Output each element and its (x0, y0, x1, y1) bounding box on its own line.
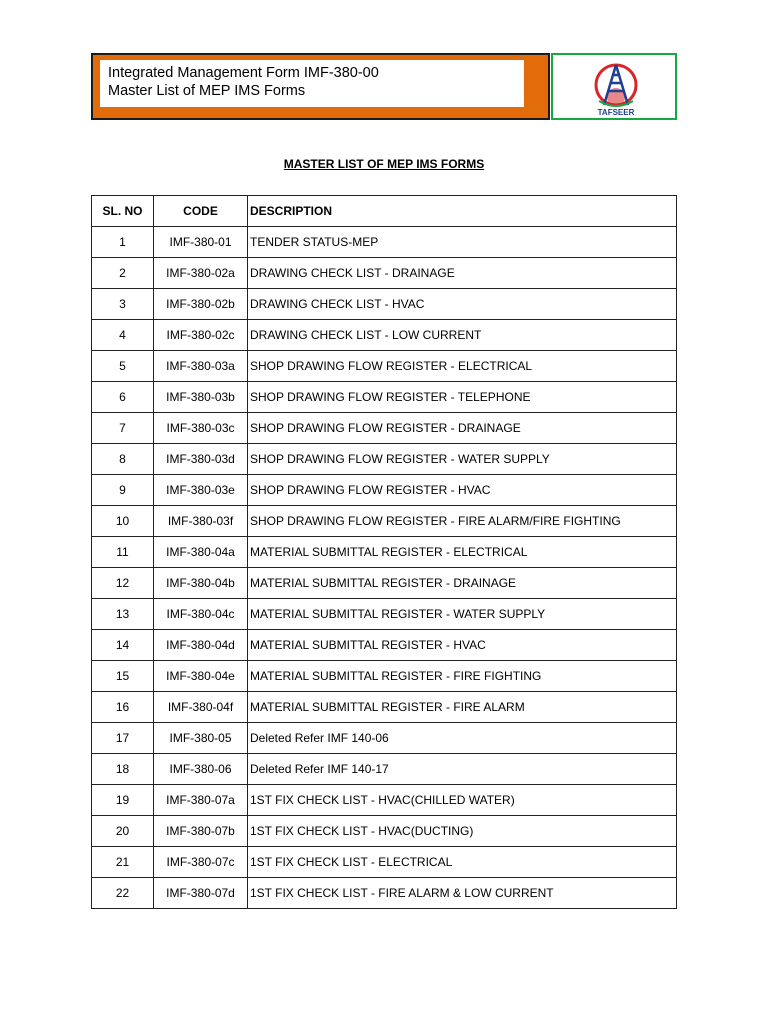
row-description: SHOP DRAWING FLOW REGISTER - TELEPHONE (248, 382, 677, 413)
row-sl-no: 6 (92, 382, 154, 413)
table-row (92, 723, 677, 754)
header-description: DESCRIPTION (248, 196, 677, 227)
row-sl-no: 3 (92, 289, 154, 320)
row-code: IMF-380-03c (154, 413, 248, 444)
table-row (92, 816, 677, 847)
forms-table (91, 195, 677, 909)
table-row (92, 258, 677, 289)
row-description: MATERIAL SUBMITTAL REGISTER - HVAC (248, 630, 677, 661)
row-description: MATERIAL SUBMITTAL REGISTER - DRAINAGE (248, 568, 677, 599)
row-sl-no: 12 (92, 568, 154, 599)
row-code: IMF-380-07d (154, 878, 248, 909)
row-code: IMF-380-02b (154, 289, 248, 320)
form-header (91, 53, 677, 120)
table-row (92, 568, 677, 599)
row-code: IMF-380-02c (154, 320, 248, 351)
row-sl-no: 9 (92, 475, 154, 506)
row-sl-no: 2 (92, 258, 154, 289)
row-description: MATERIAL SUBMITTAL REGISTER - ELECTRICAL (248, 537, 677, 568)
row-sl-no: 21 (92, 847, 154, 878)
document-title: MASTER LIST OF MEP IMS FORMS (283, 157, 485, 171)
row-description: 1ST FIX CHECK LIST - HVAC(DUCTING) (248, 816, 677, 847)
row-sl-no: 11 (92, 537, 154, 568)
table-row (92, 227, 677, 258)
row-description: SHOP DRAWING FLOW REGISTER - FIRE ALARM/FIRE FIGHTING (248, 506, 677, 537)
row-code: IMF-380-07c (154, 847, 248, 878)
table-row (92, 630, 677, 661)
row-description: DRAWING CHECK LIST - LOW CURRENT (248, 320, 677, 351)
table-row (92, 289, 677, 320)
row-description: Deleted Refer IMF 140-17 (248, 754, 677, 785)
table-row (92, 382, 677, 413)
form-id-line: Integrated Management Form IMF-380-00 (108, 65, 379, 81)
row-description: 1ST FIX CHECK LIST - FIRE ALARM & LOW CURRENT (248, 878, 677, 909)
row-code: IMF-380-04c (154, 599, 248, 630)
row-code: IMF-380-07b (154, 816, 248, 847)
header-title-box (100, 60, 524, 107)
row-description: SHOP DRAWING FLOW REGISTER - ELECTRICAL (248, 351, 677, 382)
table-row (92, 754, 677, 785)
row-description: SHOP DRAWING FLOW REGISTER - DRAINAGE (248, 413, 677, 444)
row-code: IMF-380-03e (154, 475, 248, 506)
row-sl-no: 13 (92, 599, 154, 630)
row-sl-no: 22 (92, 878, 154, 909)
header-title-panel (91, 53, 550, 120)
table-row (92, 661, 677, 692)
row-code: IMF-380-01 (154, 227, 248, 258)
row-description: SHOP DRAWING FLOW REGISTER - HVAC (248, 475, 677, 506)
row-code: IMF-380-04d (154, 630, 248, 661)
form-name-line: Master List of MEP IMS Forms (108, 83, 306, 99)
row-code: IMF-380-02a (154, 258, 248, 289)
row-description: MATERIAL SUBMITTAL REGISTER - FIRE FIGHTING (248, 661, 677, 692)
row-sl-no: 4 (92, 320, 154, 351)
row-description: Deleted Refer IMF 140-06 (248, 723, 677, 754)
row-code: IMF-380-04f (154, 692, 248, 723)
table-row (92, 351, 677, 382)
table-row (92, 475, 677, 506)
row-sl-no: 7 (92, 413, 154, 444)
row-code: IMF-380-03a (154, 351, 248, 382)
row-sl-no: 16 (92, 692, 154, 723)
table-row (92, 847, 677, 878)
row-sl-no: 10 (92, 506, 154, 537)
table-header-row (92, 196, 677, 227)
table-row (92, 506, 677, 537)
table-body (92, 227, 677, 909)
table-row (92, 878, 677, 909)
row-code: IMF-380-04a (154, 537, 248, 568)
logo-text: TAFSEER (597, 108, 635, 117)
row-code: IMF-380-05 (154, 723, 248, 754)
row-description: MATERIAL SUBMITTAL REGISTER - FIRE ALARM (248, 692, 677, 723)
row-description: MATERIAL SUBMITTAL REGISTER - WATER SUPPLY (248, 599, 677, 630)
row-description: DRAWING CHECK LIST - DRAINAGE (248, 258, 677, 289)
logo-panel (551, 53, 677, 120)
row-sl-no: 8 (92, 444, 154, 475)
table-row (92, 320, 677, 351)
tafseer-logo-icon (589, 61, 643, 117)
header-code: CODE (154, 196, 248, 227)
row-code: IMF-380-03d (154, 444, 248, 475)
row-code: IMF-380-06 (154, 754, 248, 785)
table-row (92, 599, 677, 630)
row-description: 1ST FIX CHECK LIST - HVAC(CHILLED WATER) (248, 785, 677, 816)
table-row (92, 785, 677, 816)
row-code: IMF-380-04e (154, 661, 248, 692)
table-row (92, 537, 677, 568)
row-sl-no: 14 (92, 630, 154, 661)
header-sl-no: SL. NO (92, 196, 154, 227)
row-sl-no: 19 (92, 785, 154, 816)
row-description: 1ST FIX CHECK LIST - ELECTRICAL (248, 847, 677, 878)
row-code: IMF-380-03b (154, 382, 248, 413)
row-description: DRAWING CHECK LIST - HVAC (248, 289, 677, 320)
table-row (92, 444, 677, 475)
row-sl-no: 15 (92, 661, 154, 692)
table-row (92, 692, 677, 723)
row-code: IMF-380-07a (154, 785, 248, 816)
row-code: IMF-380-03f (154, 506, 248, 537)
row-sl-no: 5 (92, 351, 154, 382)
table-row (92, 413, 677, 444)
row-sl-no: 18 (92, 754, 154, 785)
row-description: SHOP DRAWING FLOW REGISTER - WATER SUPPLY (248, 444, 677, 475)
row-sl-no: 20 (92, 816, 154, 847)
row-description: TENDER STATUS-MEP (248, 227, 677, 258)
row-sl-no: 1 (92, 227, 154, 258)
row-sl-no: 17 (92, 723, 154, 754)
row-code: IMF-380-04b (154, 568, 248, 599)
